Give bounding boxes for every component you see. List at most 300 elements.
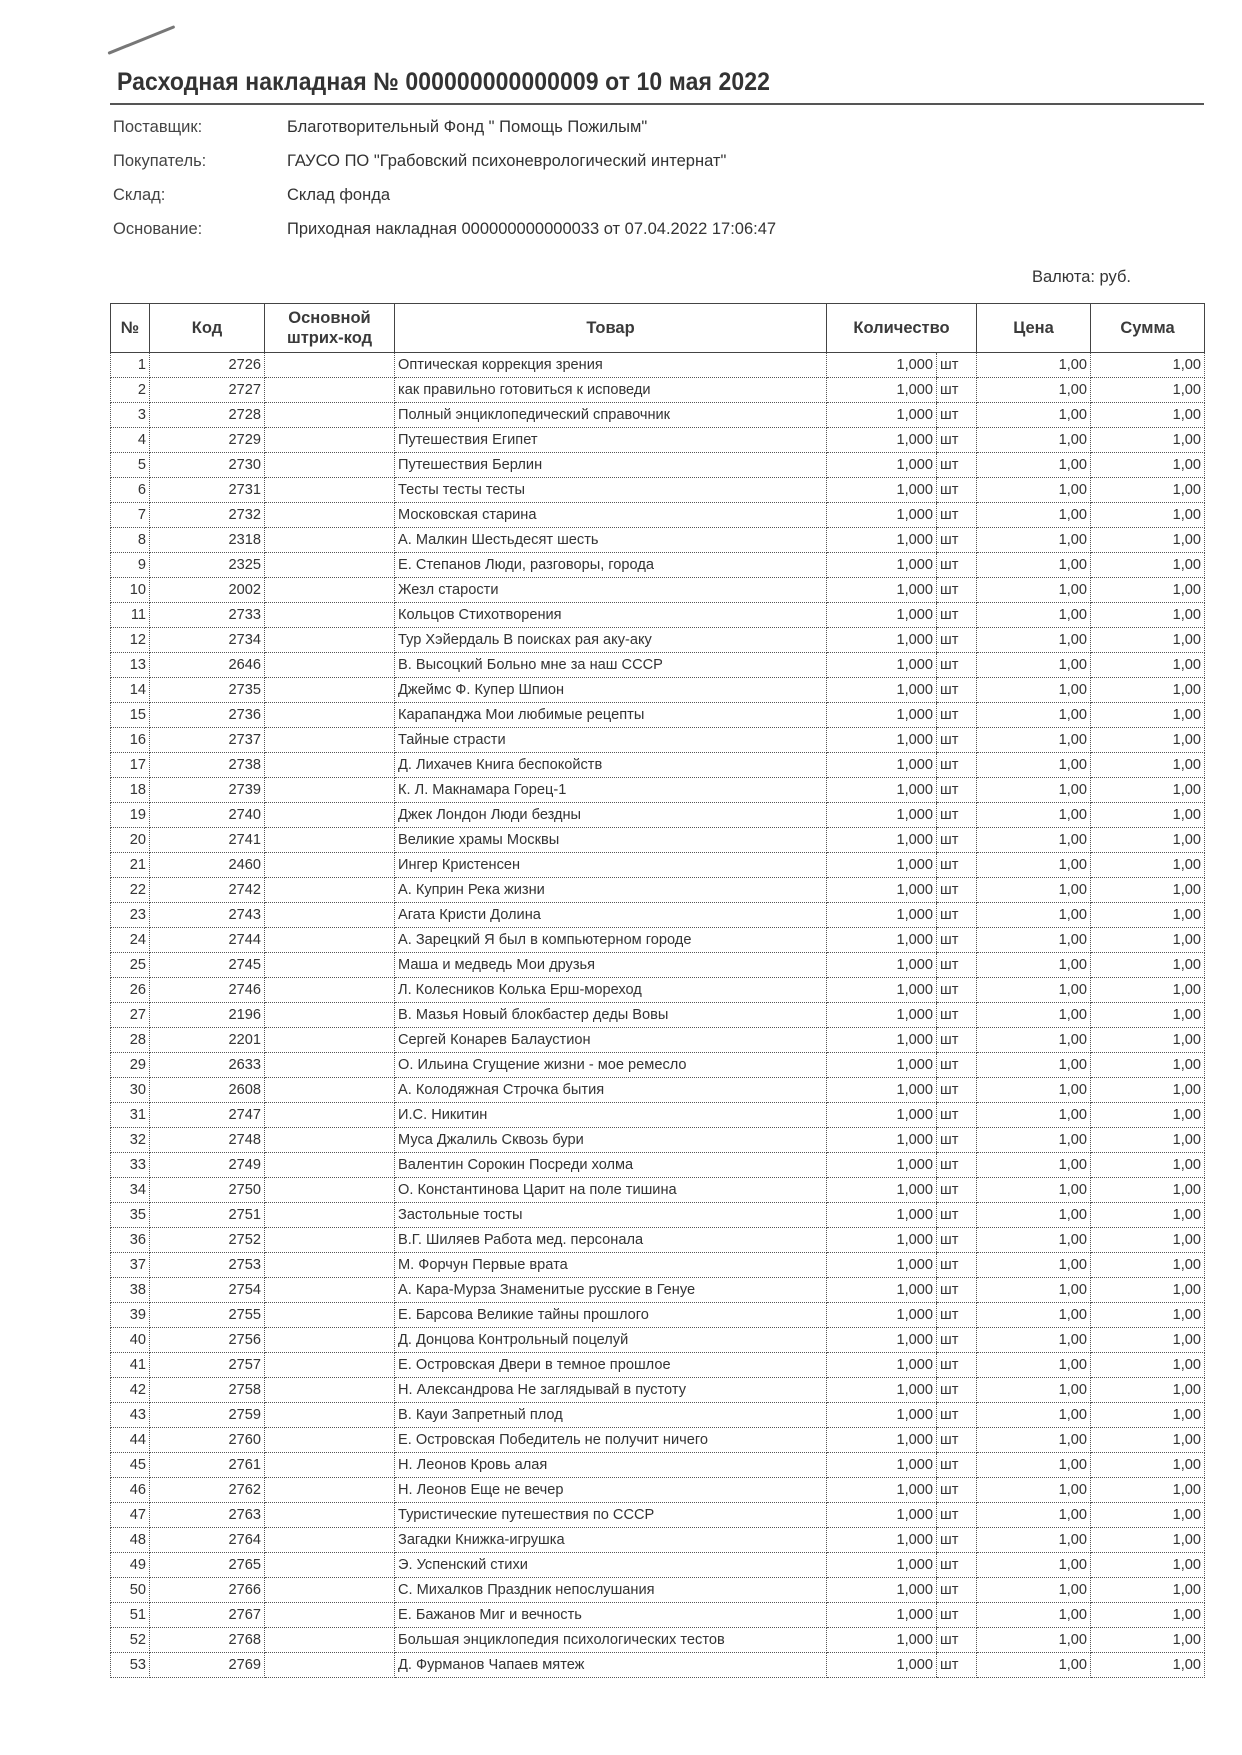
item-sum: 1,00 — [1091, 653, 1205, 678]
row-number: 23 — [111, 903, 150, 928]
item-quantity: 1,000 — [827, 1578, 937, 1603]
item-sum: 1,00 — [1091, 478, 1205, 503]
item-sum: 1,00 — [1091, 578, 1205, 603]
table-row — [111, 1553, 1205, 1578]
item-sum: 1,00 — [1091, 1653, 1205, 1678]
item-unit: шт — [937, 1403, 977, 1428]
item-price: 1,00 — [977, 703, 1091, 728]
item-price: 1,00 — [977, 1428, 1091, 1453]
item-quantity: 1,000 — [827, 403, 937, 428]
item-code: 2729 — [150, 428, 265, 453]
item-barcode — [265, 1478, 395, 1503]
row-number: 44 — [111, 1428, 150, 1453]
item-code: 2766 — [150, 1578, 265, 1603]
item-name: Валентин Сорокин Посреди холма — [395, 1153, 827, 1178]
item-price: 1,00 — [977, 1003, 1091, 1028]
row-number: 42 — [111, 1378, 150, 1403]
warehouse-label: Склад: — [113, 186, 166, 204]
item-name: Н. Леонов Еще не вечер — [395, 1478, 827, 1503]
item-unit: шт — [937, 1503, 977, 1528]
row-number: 2 — [111, 378, 150, 403]
item-sum: 1,00 — [1091, 1603, 1205, 1628]
item-sum: 1,00 — [1091, 1503, 1205, 1528]
item-code: 2744 — [150, 928, 265, 953]
item-barcode — [265, 903, 395, 928]
item-sum: 1,00 — [1091, 1203, 1205, 1228]
item-sum: 1,00 — [1091, 928, 1205, 953]
item-sum: 1,00 — [1091, 728, 1205, 753]
item-sum: 1,00 — [1091, 1353, 1205, 1378]
item-quantity: 1,000 — [827, 1328, 937, 1353]
item-quantity: 1,000 — [827, 1203, 937, 1228]
item-code: 2196 — [150, 1003, 265, 1028]
item-name: Джеймс Ф. Купер Шпион — [395, 678, 827, 703]
buyer-value: ГАУСО ПО "Грабовский психоневрологический интернат" — [287, 152, 727, 170]
table-row — [111, 628, 1205, 653]
item-code: 2460 — [150, 853, 265, 878]
row-number: 7 — [111, 503, 150, 528]
table-row — [111, 1203, 1205, 1228]
item-price: 1,00 — [977, 1553, 1091, 1578]
item-unit: шт — [937, 528, 977, 553]
item-code: 2737 — [150, 728, 265, 753]
item-code: 2765 — [150, 1553, 265, 1578]
item-code: 2743 — [150, 903, 265, 928]
item-unit: шт — [937, 653, 977, 678]
item-code: 2734 — [150, 628, 265, 653]
item-unit: шт — [937, 628, 977, 653]
item-quantity: 1,000 — [827, 1003, 937, 1028]
item-name: М. Форчун Первые врата — [395, 1253, 827, 1278]
item-name: Джек Лондон Люди бездны — [395, 803, 827, 828]
item-name: Великие храмы Москвы — [395, 828, 827, 853]
table-row — [111, 1028, 1205, 1053]
item-name: Э. Успенский стихи — [395, 1553, 827, 1578]
item-barcode — [265, 703, 395, 728]
row-number: 10 — [111, 578, 150, 603]
item-quantity: 1,000 — [827, 853, 937, 878]
items-table — [110, 303, 1205, 1678]
item-unit: шт — [937, 1103, 977, 1128]
row-number: 40 — [111, 1328, 150, 1353]
item-unit: шт — [937, 1053, 977, 1078]
item-sum: 1,00 — [1091, 1528, 1205, 1553]
item-name: С. Михалков Праздник непослушания — [395, 1578, 827, 1603]
item-name: Тур Хэйердаль В поисках рая аку-аку — [395, 628, 827, 653]
row-number: 38 — [111, 1278, 150, 1303]
row-number: 11 — [111, 603, 150, 628]
item-sum: 1,00 — [1091, 378, 1205, 403]
item-barcode — [265, 1553, 395, 1578]
item-sum: 1,00 — [1091, 1478, 1205, 1503]
row-number: 9 — [111, 553, 150, 578]
item-unit: шт — [937, 428, 977, 453]
item-name: Путешествия Египет — [395, 428, 827, 453]
item-sum: 1,00 — [1091, 778, 1205, 803]
item-unit: шт — [937, 1253, 977, 1278]
item-barcode — [265, 528, 395, 553]
item-code: 2750 — [150, 1178, 265, 1203]
item-unit: шт — [937, 753, 977, 778]
item-quantity: 1,000 — [827, 703, 937, 728]
item-unit: шт — [937, 678, 977, 703]
item-quantity: 1,000 — [827, 878, 937, 903]
item-quantity: 1,000 — [827, 1053, 937, 1078]
item-unit: шт — [937, 1153, 977, 1178]
item-quantity: 1,000 — [827, 1028, 937, 1053]
item-sum: 1,00 — [1091, 1578, 1205, 1603]
row-number: 33 — [111, 1153, 150, 1178]
row-number: 47 — [111, 1503, 150, 1528]
table-row — [111, 578, 1205, 603]
table-row — [111, 453, 1205, 478]
table-row — [111, 403, 1205, 428]
item-price: 1,00 — [977, 678, 1091, 703]
supplier-value: Благотворительный Фонд " Помощь Пожилым" — [287, 118, 648, 136]
item-barcode — [265, 1253, 395, 1278]
item-price: 1,00 — [977, 1253, 1091, 1278]
item-price: 1,00 — [977, 528, 1091, 553]
item-sum: 1,00 — [1091, 353, 1205, 378]
item-name: Тесты тесты тесты — [395, 478, 827, 503]
item-unit: шт — [937, 553, 977, 578]
item-quantity: 1,000 — [827, 503, 937, 528]
item-code: 2727 — [150, 378, 265, 403]
row-number: 17 — [111, 753, 150, 778]
item-name: Муса Джалиль Сквозь бури — [395, 1128, 827, 1153]
item-unit: шт — [937, 953, 977, 978]
item-name: Е. Барсова Великие тайны прошлого — [395, 1303, 827, 1328]
item-code: 2731 — [150, 478, 265, 503]
item-price: 1,00 — [977, 1178, 1091, 1203]
item-unit: шт — [937, 1328, 977, 1353]
row-number: 18 — [111, 778, 150, 803]
item-sum: 1,00 — [1091, 1178, 1205, 1203]
item-price: 1,00 — [977, 1053, 1091, 1078]
table-row — [111, 1628, 1205, 1653]
table-row — [111, 1053, 1205, 1078]
item-code: 2755 — [150, 1303, 265, 1328]
item-code: 2754 — [150, 1278, 265, 1303]
item-sum: 1,00 — [1091, 953, 1205, 978]
row-number: 37 — [111, 1253, 150, 1278]
item-code: 2763 — [150, 1503, 265, 1528]
item-price: 1,00 — [977, 1403, 1091, 1428]
item-name: Путешествия Берлин — [395, 453, 827, 478]
table-row — [111, 503, 1205, 528]
buyer-label: Покупатель: — [113, 152, 207, 170]
table-row — [111, 1503, 1205, 1528]
table-row — [111, 703, 1205, 728]
item-price: 1,00 — [977, 1353, 1091, 1378]
item-barcode — [265, 453, 395, 478]
row-number: 14 — [111, 678, 150, 703]
item-code: 2756 — [150, 1328, 265, 1353]
header-code: Код — [150, 304, 265, 353]
item-quantity: 1,000 — [827, 1553, 937, 1578]
item-code: 2751 — [150, 1203, 265, 1228]
item-price: 1,00 — [977, 1153, 1091, 1178]
item-sum: 1,00 — [1091, 1003, 1205, 1028]
row-number: 22 — [111, 878, 150, 903]
item-price: 1,00 — [977, 878, 1091, 903]
item-unit: шт — [937, 353, 977, 378]
item-code: 2764 — [150, 1528, 265, 1553]
item-sum: 1,00 — [1091, 1078, 1205, 1103]
item-name: Д. Донцова Контрольный поцелуй — [395, 1328, 827, 1353]
item-quantity: 1,000 — [827, 478, 937, 503]
item-name: Сергей Конарев Балаустион — [395, 1028, 827, 1053]
pen-mark — [107, 25, 175, 55]
item-quantity: 1,000 — [827, 1278, 937, 1303]
item-code: 2747 — [150, 1103, 265, 1128]
item-code: 2759 — [150, 1403, 265, 1428]
item-unit: шт — [937, 478, 977, 503]
item-barcode — [265, 403, 395, 428]
item-price: 1,00 — [977, 803, 1091, 828]
item-sum: 1,00 — [1091, 628, 1205, 653]
table-row — [111, 1528, 1205, 1553]
table-row — [111, 1003, 1205, 1028]
item-quantity: 1,000 — [827, 678, 937, 703]
row-number: 19 — [111, 803, 150, 828]
item-code: 2769 — [150, 1653, 265, 1678]
item-barcode — [265, 1528, 395, 1553]
header-price: Цена — [977, 304, 1091, 353]
item-name: А. Куприн Река жизни — [395, 878, 827, 903]
item-name: О. Константинова Царит на поле тишина — [395, 1178, 827, 1203]
item-code: 2749 — [150, 1153, 265, 1178]
item-quantity: 1,000 — [827, 1103, 937, 1128]
item-code: 2325 — [150, 553, 265, 578]
item-price: 1,00 — [977, 928, 1091, 953]
table-row — [111, 603, 1205, 628]
item-code: 2740 — [150, 803, 265, 828]
item-sum: 1,00 — [1091, 603, 1205, 628]
row-number: 43 — [111, 1403, 150, 1428]
item-quantity: 1,000 — [827, 528, 937, 553]
item-quantity: 1,000 — [827, 378, 937, 403]
item-quantity: 1,000 — [827, 653, 937, 678]
header-num: № — [111, 304, 150, 353]
table-row — [111, 828, 1205, 853]
item-name: В.Г. Шиляев Работа мед. персонала — [395, 1228, 827, 1253]
table-row — [111, 1178, 1205, 1203]
header-sum: Сумма — [1091, 304, 1205, 353]
row-number: 26 — [111, 978, 150, 1003]
item-unit: шт — [937, 928, 977, 953]
item-quantity: 1,000 — [827, 1228, 937, 1253]
row-number: 53 — [111, 1653, 150, 1678]
item-barcode — [265, 853, 395, 878]
item-name: Маша и медведь Мои друзья — [395, 953, 827, 978]
item-name: Е. Островская Двери в темное прошлое — [395, 1353, 827, 1378]
row-number: 51 — [111, 1603, 150, 1628]
item-name: А. Кара-Мурза Знаменитые русские в Генуе — [395, 1278, 827, 1303]
item-sum: 1,00 — [1091, 453, 1205, 478]
item-barcode — [265, 1028, 395, 1053]
item-name: В. Кауи Запретный плод — [395, 1403, 827, 1428]
item-sum: 1,00 — [1091, 503, 1205, 528]
item-unit: шт — [937, 878, 977, 903]
table-row — [111, 753, 1205, 778]
item-barcode — [265, 1453, 395, 1478]
item-quantity: 1,000 — [827, 353, 937, 378]
item-unit: шт — [937, 1528, 977, 1553]
item-code: 2753 — [150, 1253, 265, 1278]
item-quantity: 1,000 — [827, 553, 937, 578]
item-unit: шт — [937, 803, 977, 828]
item-code: 2752 — [150, 1228, 265, 1253]
item-unit: шт — [937, 1003, 977, 1028]
item-unit: шт — [937, 703, 977, 728]
item-quantity: 1,000 — [827, 1303, 937, 1328]
item-barcode — [265, 503, 395, 528]
item-price: 1,00 — [977, 828, 1091, 853]
item-unit: шт — [937, 378, 977, 403]
item-unit: шт — [937, 853, 977, 878]
row-number: 15 — [111, 703, 150, 728]
item-barcode — [265, 1178, 395, 1203]
item-name: Жезл старости — [395, 578, 827, 603]
item-quantity: 1,000 — [827, 1453, 937, 1478]
item-price: 1,00 — [977, 1028, 1091, 1053]
row-number: 49 — [111, 1553, 150, 1578]
item-name: Тайные страсти — [395, 728, 827, 753]
table-row — [111, 678, 1205, 703]
table-row — [111, 428, 1205, 453]
item-barcode — [265, 1128, 395, 1153]
item-barcode — [265, 1103, 395, 1128]
row-number: 20 — [111, 828, 150, 853]
row-number: 5 — [111, 453, 150, 478]
item-sum: 1,00 — [1091, 1378, 1205, 1403]
item-sum: 1,00 — [1091, 1253, 1205, 1278]
item-quantity: 1,000 — [827, 1403, 937, 1428]
table-row — [111, 928, 1205, 953]
item-sum: 1,00 — [1091, 1453, 1205, 1478]
item-price: 1,00 — [977, 553, 1091, 578]
item-quantity: 1,000 — [827, 1078, 937, 1103]
item-code: 2746 — [150, 978, 265, 1003]
item-barcode — [265, 828, 395, 853]
item-price: 1,00 — [977, 1203, 1091, 1228]
item-unit: шт — [937, 903, 977, 928]
item-barcode — [265, 1653, 395, 1678]
item-price: 1,00 — [977, 978, 1091, 1003]
item-code: 2748 — [150, 1128, 265, 1153]
table-row — [111, 1153, 1205, 1178]
row-number: 24 — [111, 928, 150, 953]
item-sum: 1,00 — [1091, 428, 1205, 453]
item-sum: 1,00 — [1091, 403, 1205, 428]
item-name: Туристические путешествия по СССР — [395, 1503, 827, 1528]
info-row-basis — [113, 220, 776, 254]
item-quantity: 1,000 — [827, 928, 937, 953]
item-sum: 1,00 — [1091, 678, 1205, 703]
item-quantity: 1,000 — [827, 1628, 937, 1653]
item-price: 1,00 — [977, 1528, 1091, 1553]
item-price: 1,00 — [977, 428, 1091, 453]
item-quantity: 1,000 — [827, 1253, 937, 1278]
table-row — [111, 1653, 1205, 1678]
item-name: Н. Александрова Не заглядывай в пустоту — [395, 1378, 827, 1403]
table-row — [111, 878, 1205, 903]
item-barcode — [265, 428, 395, 453]
item-barcode — [265, 1153, 395, 1178]
item-barcode — [265, 678, 395, 703]
table-row — [111, 1103, 1205, 1128]
item-barcode — [265, 803, 395, 828]
item-quantity: 1,000 — [827, 578, 937, 603]
item-sum: 1,00 — [1091, 878, 1205, 903]
item-unit: шт — [937, 728, 977, 753]
item-code: 2757 — [150, 1353, 265, 1378]
table-row — [111, 1303, 1205, 1328]
item-unit: шт — [937, 578, 977, 603]
item-sum: 1,00 — [1091, 1103, 1205, 1128]
item-quantity: 1,000 — [827, 1178, 937, 1203]
row-number: 52 — [111, 1628, 150, 1653]
item-name: Н. Леонов Кровь алая — [395, 1453, 827, 1478]
row-number: 3 — [111, 403, 150, 428]
row-number: 31 — [111, 1103, 150, 1128]
item-quantity: 1,000 — [827, 428, 937, 453]
item-code: 2739 — [150, 778, 265, 803]
item-name: Е. Степанов Люди, разговоры, города — [395, 553, 827, 578]
row-number: 34 — [111, 1178, 150, 1203]
item-barcode — [265, 1503, 395, 1528]
item-unit: шт — [937, 1028, 977, 1053]
item-quantity: 1,000 — [827, 828, 937, 853]
row-number: 36 — [111, 1228, 150, 1253]
item-barcode — [265, 1053, 395, 1078]
item-quantity: 1,000 — [827, 1353, 937, 1378]
item-code: 2767 — [150, 1603, 265, 1628]
item-barcode — [265, 1303, 395, 1328]
item-unit: шт — [937, 1653, 977, 1678]
item-code: 2728 — [150, 403, 265, 428]
item-price: 1,00 — [977, 1328, 1091, 1353]
supplier-label: Поставщик: — [113, 118, 203, 136]
item-name: Загадки Книжка-игрушка — [395, 1528, 827, 1553]
row-number: 13 — [111, 653, 150, 678]
table-row — [111, 1603, 1205, 1628]
item-quantity: 1,000 — [827, 953, 937, 978]
item-sum: 1,00 — [1091, 1028, 1205, 1053]
item-barcode — [265, 1603, 395, 1628]
item-price: 1,00 — [977, 1603, 1091, 1628]
item-barcode — [265, 878, 395, 903]
item-sum: 1,00 — [1091, 978, 1205, 1003]
item-price: 1,00 — [977, 1128, 1091, 1153]
item-price: 1,00 — [977, 1503, 1091, 1528]
row-number: 32 — [111, 1128, 150, 1153]
item-unit: шт — [937, 778, 977, 803]
table-row — [111, 478, 1205, 503]
item-barcode — [265, 478, 395, 503]
row-number: 41 — [111, 1353, 150, 1378]
item-sum: 1,00 — [1091, 1303, 1205, 1328]
table-row — [111, 1228, 1205, 1253]
item-code: 2318 — [150, 528, 265, 553]
row-number: 50 — [111, 1578, 150, 1603]
item-name: Полный энциклопедический справочник — [395, 403, 827, 428]
item-code: 2758 — [150, 1378, 265, 1403]
table-row — [111, 553, 1205, 578]
item-barcode — [265, 953, 395, 978]
header-name: Товар — [395, 304, 827, 353]
